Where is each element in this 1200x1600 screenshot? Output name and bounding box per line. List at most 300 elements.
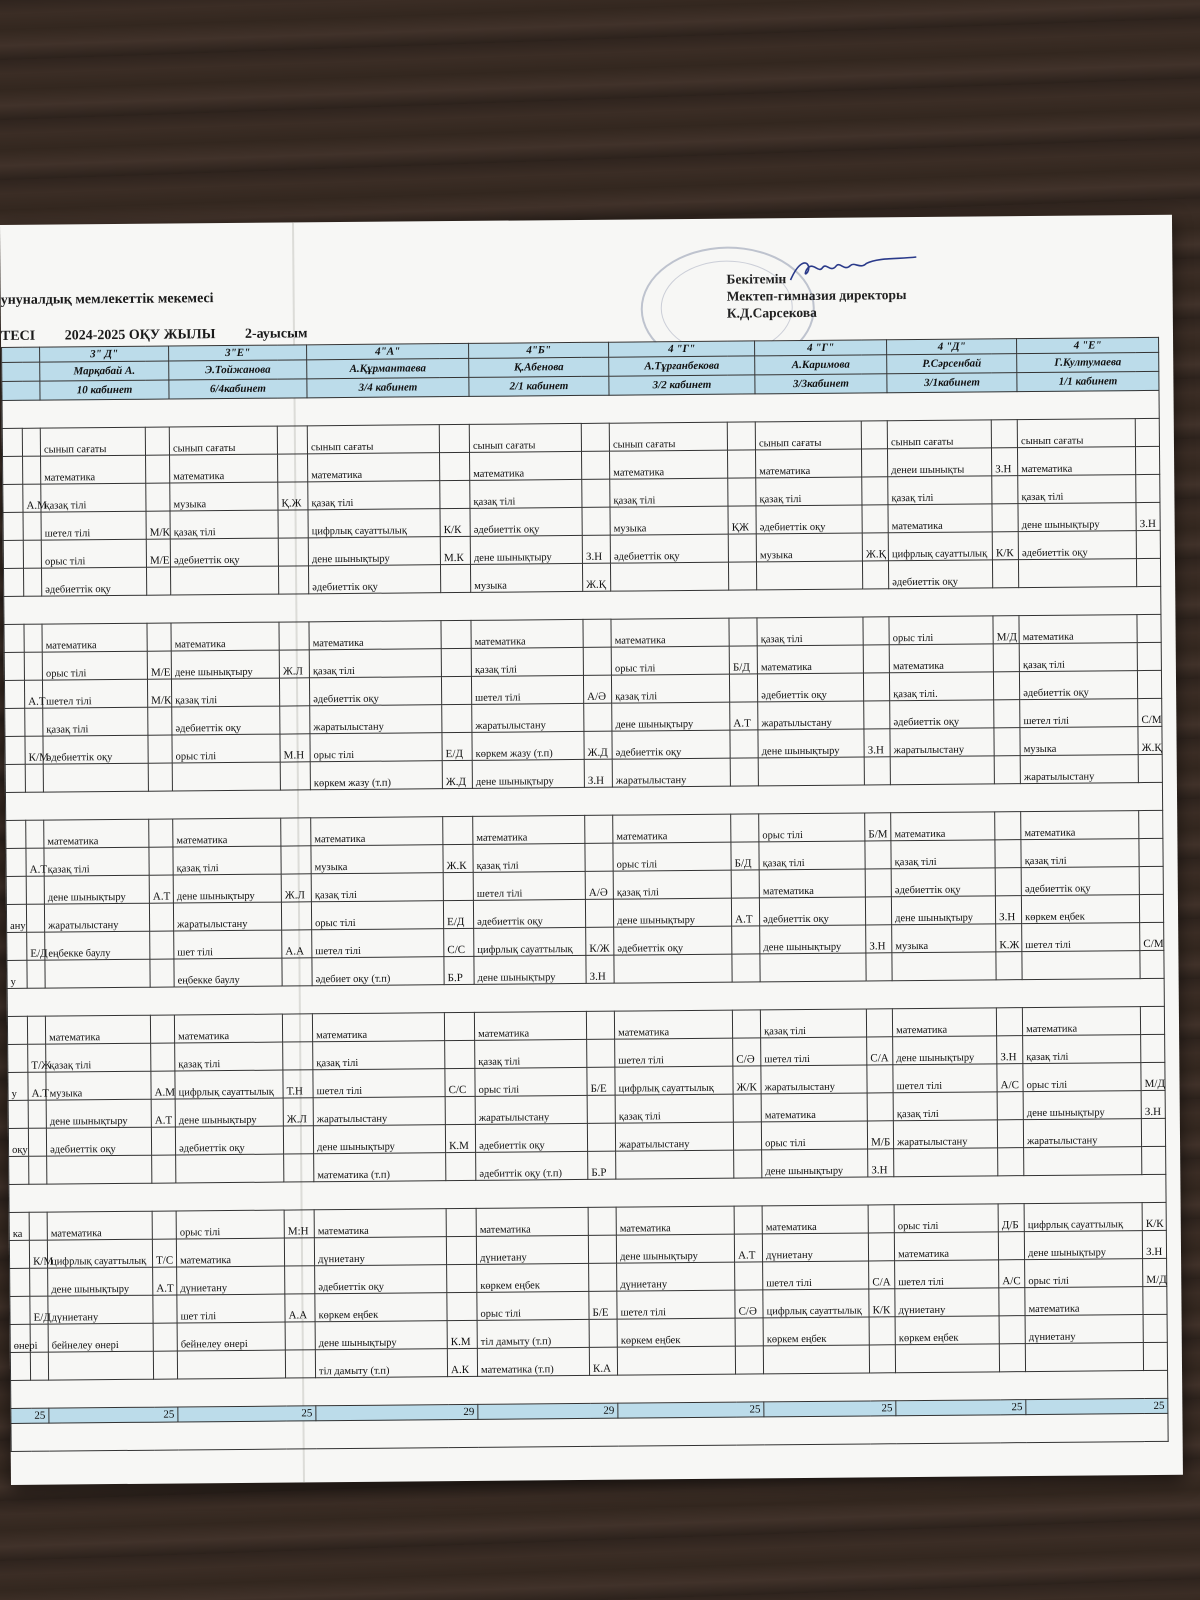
teacher-code: Ж.К: [443, 844, 473, 872]
subject-cell: дүниетану: [1025, 1315, 1143, 1344]
subject-cell: қазақ тілі: [1019, 643, 1137, 672]
teacher-code: [995, 840, 1021, 868]
subject-cell: математика: [311, 817, 443, 846]
shift-label: 2-ауысым: [244, 326, 308, 342]
teacher-code: Ж.Л: [279, 650, 309, 678]
subject-cell: жаратылыстану: [890, 728, 994, 757]
weekly-total: 29: [316, 1404, 478, 1420]
title-fragment: ТЕСІ: [0, 328, 36, 344]
subject-cell: дене шынықтыру: [175, 1098, 283, 1127]
teacher-code: [734, 1206, 762, 1234]
subject-cell: орыс тілі: [42, 651, 147, 680]
subject-cell: бейнелеу өнері: [177, 1322, 285, 1351]
teacher-code: Е/Д: [442, 732, 472, 760]
teacher-code: [996, 1008, 1022, 1036]
teacher-code: [24, 652, 42, 680]
teacher-code: [148, 707, 172, 735]
subject-cell: [890, 756, 994, 785]
teacher-code: [151, 1127, 175, 1155]
teacher-code: [993, 672, 1019, 700]
subject-cell: тіл дамыту (т.п): [477, 1319, 589, 1348]
teacher-code: [23, 540, 41, 568]
subject-cell: шетел тілі: [1022, 923, 1140, 952]
teacher-code: К.А: [589, 1347, 617, 1375]
teacher-code: М/Е: [146, 539, 170, 567]
teacher-code: А.Т: [731, 898, 759, 926]
subject-cell: [48, 1351, 153, 1380]
teacher-code: А.М: [151, 1071, 175, 1099]
teacher-code: Ж.Қ: [1138, 726, 1162, 754]
subject-cell: әдебиеттік оқу: [43, 735, 148, 764]
subject-cell: музыка: [470, 563, 582, 592]
teacher-code: К/К: [869, 1289, 895, 1317]
subject-cell: шетел тілі: [615, 1038, 733, 1067]
teacher-code: [30, 1268, 48, 1296]
teacher-code: А.А: [282, 930, 312, 958]
teacher-code: [996, 952, 1022, 980]
teacher-code: [865, 869, 891, 897]
subject-cell: орыс тілі: [1023, 1063, 1141, 1092]
subject-cell: математика: [610, 450, 728, 479]
subject-cell: әдебиттік оқу (т.п): [476, 1151, 588, 1180]
teacher-code: [145, 427, 169, 455]
subject-cell: [614, 954, 732, 983]
teacher-code: М.К: [440, 536, 470, 564]
teacher-code: [280, 706, 310, 734]
subject-cell: жаратылыстану: [472, 703, 584, 732]
teacher-code: [148, 735, 172, 763]
subject-cell: қазақ тілі: [171, 678, 279, 707]
subject-cell: қазақ тілі: [888, 476, 992, 505]
subject-cell: орыс тілі: [613, 842, 731, 871]
teacher-code: [730, 758, 758, 786]
teacher-code: К/М: [25, 736, 43, 764]
teacher-code: С/С: [445, 1068, 475, 1096]
teacher-code: К/К: [992, 532, 1018, 560]
subject-cell: математика: [309, 621, 441, 650]
teacher-code: [278, 454, 308, 482]
subject-cell: көркем еңбек: [895, 1316, 999, 1345]
teacher-code: [735, 1262, 763, 1290]
subject-cell: әдебиеттік оқу: [759, 897, 865, 926]
class-room: 6/4кабинет: [169, 379, 307, 399]
teacher-code: [866, 953, 892, 981]
teacher-code: А.Т: [149, 875, 173, 903]
class-name: 4"А": [307, 343, 469, 359]
teacher-code: [867, 1093, 893, 1121]
subject-cell: дене шынықтыру: [313, 1125, 445, 1154]
teacher-code: [148, 763, 172, 791]
teacher-code: [282, 958, 312, 986]
teacher-code: [735, 1318, 763, 1346]
subject-cell: қазақ тілі: [760, 1009, 866, 1038]
subject-cell: [1025, 1343, 1143, 1372]
subject-cell: [8, 1100, 28, 1128]
schedule-table: [1, 337, 1169, 1452]
subject-cell: [895, 1344, 999, 1373]
teacher-code: [1139, 866, 1163, 894]
subject-cell: орыс тілі: [311, 901, 443, 930]
teacher-code: [868, 1233, 894, 1261]
subject-cell: математика: [308, 453, 440, 482]
subject-cell: қазақ тілі: [611, 674, 729, 703]
teacher-code: [277, 426, 307, 454]
teacher-code: [447, 1264, 477, 1292]
subject-cell: қазақ тілі: [170, 510, 278, 539]
teacher-code: [150, 959, 174, 987]
subject-cell: математика: [473, 815, 585, 844]
teacher-code: [862, 477, 888, 505]
approval-line-1: Бекітемін: [726, 271, 787, 287]
subject-cell: математика: [757, 645, 863, 674]
subject-cell: дене шынықтыру: [613, 898, 731, 927]
subject-cell: математика: [45, 1015, 150, 1044]
subject-cell: көркем еңбек: [1021, 895, 1139, 924]
teacher-code: [1139, 810, 1163, 838]
class-teacher: Қ.Абенова: [469, 357, 609, 377]
teacher-code: [994, 756, 1020, 784]
teacher-code: [285, 1322, 315, 1350]
class-teacher: Р.Сәрсенбай: [887, 354, 1017, 374]
teacher-code: З.Н: [586, 955, 614, 983]
subject-cell: әдебиеттік оқу: [610, 534, 728, 563]
subject-cell: қазақ тілі: [313, 1041, 445, 1070]
subject-cell: шет тілі: [177, 1294, 285, 1323]
subject-cell: шетел тілі: [313, 1069, 445, 1098]
subject-cell: математика: [1025, 1287, 1143, 1316]
teacher-code: А.Т: [151, 1099, 175, 1127]
teacher-code: [729, 618, 757, 646]
class-teacher: Марқабай А.: [40, 361, 169, 381]
subject-cell: қазақ тілі: [610, 478, 728, 507]
teacher-code: [152, 1211, 176, 1239]
teacher-code: [440, 480, 470, 508]
teacher-code: [585, 843, 613, 871]
subject-cell: сынып сағаты: [1017, 419, 1135, 448]
teacher-code: А/С: [997, 1064, 1023, 1092]
subject-cell: [4, 680, 24, 708]
teacher-code: А.Т: [28, 1072, 46, 1100]
subject-cell: дене шынықтыру: [612, 702, 730, 731]
teacher-code: [733, 1122, 761, 1150]
subject-cell: әдебиеттік оқу: [889, 560, 993, 589]
teacher-code: [29, 1212, 47, 1240]
subject-cell: цифрлық сауаттылық: [308, 509, 440, 538]
teacher-code: А.К: [447, 1348, 477, 1376]
teacher-code: [150, 1015, 174, 1043]
teacher-code: [731, 870, 759, 898]
subject-cell: қазақ тілі: [891, 840, 995, 869]
subject-cell: дүниетану: [895, 1288, 999, 1317]
teacher-code: [278, 510, 308, 538]
teacher-code: М.Н: [280, 734, 310, 762]
teacher-code: [26, 904, 44, 932]
subject-cell: дүниетану: [177, 1266, 285, 1295]
academic-year: 2024-2025 ОҚУ ЖЫЛЫ: [64, 327, 216, 344]
subject-cell: [763, 1345, 869, 1374]
subject-cell: шетел тілі: [617, 1290, 735, 1319]
teacher-code: [729, 674, 757, 702]
subject-cell: дене шынықтыру: [762, 1149, 868, 1178]
teacher-code: Б/Д: [729, 646, 757, 674]
subject-cell: математика: [762, 1205, 868, 1234]
subject-cell: [5, 736, 25, 764]
teacher-code: [586, 1011, 614, 1039]
subject-cell: жаратылыстану: [758, 701, 864, 730]
subject-cell: жаратылыстану: [475, 1095, 587, 1124]
teacher-code: [1137, 642, 1161, 670]
teacher-code: Е/Д: [443, 900, 473, 928]
teacher-code: Б/Е: [589, 1291, 617, 1319]
teacher-code: З.Н: [997, 1036, 1023, 1064]
subject-cell: [6, 848, 26, 876]
subject-cell: [10, 1268, 30, 1296]
subject-cell: әдебиеттік оқу: [1018, 531, 1136, 560]
subject-cell: математика: [174, 1014, 282, 1043]
subject-cell: қазақ тілі: [475, 1039, 587, 1068]
teacher-code: Ж.Д: [584, 731, 612, 759]
teacher-code: [994, 728, 1020, 756]
subject-cell: математика: [171, 622, 279, 651]
approval-line-2: Мектеп-гимназия директоры: [726, 287, 907, 304]
subject-cell: әдебиеттік оқу: [475, 1123, 587, 1152]
subject-cell: еңбекке баулу: [45, 931, 150, 960]
subject-cell: [757, 561, 863, 590]
teacher-code: [149, 903, 173, 931]
subject-cell: [45, 959, 150, 988]
subject-cell: музыка: [46, 1071, 151, 1100]
subject-cell: [892, 952, 996, 981]
class-room: 3/1кабинет: [887, 373, 1017, 393]
subject-cell: жаратылыстану: [615, 1122, 733, 1151]
class-room: 1/1 кабинет: [1017, 371, 1159, 391]
subject-cell: музыка: [170, 482, 278, 511]
schedule-sheet: [0, 215, 1183, 1485]
teacher-code: [146, 483, 170, 511]
subject-cell: дүниетану: [617, 1262, 735, 1291]
teacher-code: [1138, 754, 1162, 782]
subject-cell: [177, 1350, 285, 1379]
teacher-code: К/К: [440, 508, 470, 536]
subject-cell: денеи шынықты: [888, 448, 992, 477]
subject-cell: [617, 1346, 735, 1375]
teacher-code: [999, 1316, 1025, 1344]
subject-cell: жаратылыстану: [1023, 1119, 1141, 1148]
teacher-code: Т/Ж: [28, 1044, 46, 1072]
subject-cell: математика: [1022, 1007, 1140, 1036]
teacher-code: [998, 1148, 1024, 1176]
class-name: 4 "Г": [609, 341, 755, 357]
teacher-code: [284, 1154, 314, 1182]
subject-cell: математика: [1018, 447, 1136, 476]
teacher-code: А/Ә: [583, 675, 611, 703]
subject-cell: музыка: [892, 924, 996, 953]
subject-cell: көркем еңбек: [617, 1318, 735, 1347]
teacher-code: [279, 678, 309, 706]
subject-cell: әдебиеттік оқу: [175, 1126, 283, 1155]
teacher-code: [447, 1292, 477, 1320]
teacher-code: З.Н: [992, 448, 1018, 476]
subject-cell: жаратылыстану: [612, 758, 730, 787]
teacher-code: [1136, 474, 1160, 502]
subject-cell: орыс тілі: [310, 733, 442, 762]
weekly-total: 25: [618, 1402, 764, 1418]
teacher-code: [582, 451, 610, 479]
teacher-code: [443, 816, 473, 844]
subject-cell: сынып сағаты: [755, 421, 861, 450]
teacher-code: [863, 617, 889, 645]
teacher-code: З.Н: [995, 896, 1021, 924]
subject-cell: орыс тілі: [41, 539, 146, 568]
subject-cell: математика: [170, 454, 278, 483]
subject-cell: қазақ тілі: [1018, 475, 1136, 504]
class-room: [2, 381, 40, 400]
class-teacher: [2, 362, 40, 381]
teacher-code: [582, 507, 610, 535]
teacher-code: Т.Н: [283, 1070, 313, 1098]
subject-cell: [1019, 559, 1137, 588]
class-name: 4 "Д": [887, 339, 1017, 355]
teacher-code: [995, 812, 1021, 840]
class-room: 2/1 кабинет: [469, 376, 609, 396]
subject-cell: қазақ тілі: [43, 707, 148, 736]
class-teacher: Г.Култумаева: [1017, 352, 1159, 372]
subject-cell: қазақ тілі: [470, 479, 582, 508]
subject-cell: дене шынықтыру: [48, 1267, 153, 1296]
teacher-code: [991, 420, 1017, 448]
subject-cell: [6, 876, 26, 904]
subject-cell: дене шынықтыру: [760, 925, 866, 954]
subject-cell: музыка: [756, 533, 862, 562]
subject-cell: [171, 566, 279, 595]
schedule-title-line: [1, 326, 334, 345]
subject-cell: қазақ тілі: [757, 617, 863, 646]
teacher-code: А.Т: [26, 848, 44, 876]
teacher-code: [868, 1205, 894, 1233]
teacher-code: [283, 1042, 313, 1070]
subject-cell: математика: [888, 504, 992, 533]
teacher-code: [278, 538, 308, 566]
subject-cell: математика: [613, 814, 731, 843]
subject-cell: орыс тілі: [172, 734, 280, 763]
subject-cell: математика: [1021, 811, 1139, 840]
subject-cell: [176, 1154, 284, 1183]
subject-cell: әдебиеттік оқу: [309, 677, 441, 706]
teacher-code: [735, 1346, 763, 1374]
subject-cell: [5, 764, 25, 792]
subject-cell: әдебиеттік оқу: [1020, 671, 1138, 700]
teacher-code: [587, 1095, 615, 1123]
teacher-code: [146, 567, 170, 595]
teacher-code: [441, 648, 471, 676]
teacher-code: [588, 1235, 616, 1263]
teacher-code: [446, 1208, 476, 1236]
subject-cell: дене шынықтыру: [173, 874, 281, 903]
teacher-code: А/С: [999, 1260, 1025, 1288]
subject-cell: әдебиеттік оқу: [309, 565, 441, 594]
teacher-code: [584, 703, 612, 731]
teacher-code: [1143, 1286, 1167, 1314]
teacher-code: А.Т: [734, 1234, 762, 1262]
teacher-code: [151, 1043, 175, 1071]
teacher-code: [24, 624, 42, 652]
subject-cell: жаратылыстану: [761, 1065, 867, 1094]
weekly-total: 29: [478, 1403, 618, 1419]
teacher-code: [999, 1288, 1025, 1316]
subject-cell: дүниетану: [314, 1237, 446, 1266]
subject-cell: әдебиеттік оқу: [612, 730, 730, 759]
class-name: [2, 347, 40, 362]
subject-cell: қазақ тілі: [613, 870, 731, 899]
subject-cell: дене шынықтыру: [472, 759, 584, 788]
subject-cell: орыс тілі: [889, 616, 993, 645]
teacher-code: [728, 450, 756, 478]
subject-cell: математика: [756, 449, 862, 478]
organization-line: унуналдық мемлекеттік мекемесі: [0, 291, 214, 308]
subject-cell: орыс тілі: [894, 1204, 998, 1233]
teacher-code: [26, 820, 44, 848]
teacher-code: [731, 814, 759, 842]
teacher-code: К/М: [29, 1240, 47, 1268]
subject-cell: дене шынықтыру: [893, 1036, 997, 1065]
subject-cell: көркем еңбек: [763, 1317, 869, 1346]
teacher-code: Б.Р: [444, 956, 474, 984]
subject-cell: дене шынықтыру: [315, 1321, 447, 1350]
subject-cell: у: [8, 1072, 28, 1100]
teacher-code: [23, 456, 41, 484]
teacher-code: З.Н: [864, 729, 890, 757]
subject-cell: көркем еңбек: [477, 1263, 589, 1292]
subject-cell: орыс тілі: [611, 646, 729, 675]
teacher-code: [728, 534, 756, 562]
teacher-code: [1142, 1146, 1166, 1174]
teacher-code: [998, 1232, 1024, 1260]
teacher-code: [997, 1120, 1023, 1148]
teacher-code: Е/Д: [27, 932, 45, 960]
teacher-code: [732, 1010, 760, 1038]
teacher-code: [588, 1207, 616, 1235]
teacher-code: [863, 673, 889, 701]
subject-cell: музыка: [311, 845, 443, 874]
teacher-code: [27, 960, 45, 988]
subject-cell: әдебиеттік оқу: [172, 706, 280, 735]
class-name: 4"Б": [469, 342, 609, 358]
subject-cell: [7, 932, 27, 960]
teacher-code: [444, 1012, 474, 1040]
subject-cell: [894, 1148, 998, 1177]
teacher-code: [993, 644, 1019, 672]
subject-cell: цифрлық сауаттылық: [1024, 1203, 1142, 1232]
teacher-code: [589, 1319, 617, 1347]
teacher-code: [869, 1345, 895, 1373]
teacher-code: [23, 568, 41, 596]
teacher-code: [862, 449, 888, 477]
teacher-code: Б/М: [865, 813, 891, 841]
teacher-code: [733, 1094, 761, 1122]
approval-line-3: К.Д.Сарсекова: [726, 304, 817, 321]
subject-cell: әдебиеттік оқу: [315, 1265, 447, 1294]
subject-cell: көркем жазу (т.п): [310, 761, 442, 790]
teacher-code: [441, 620, 471, 648]
teacher-code: [1137, 614, 1161, 642]
subject-cell: [8, 1044, 28, 1072]
subject-cell: [2, 428, 22, 456]
subject-cell: қазақ тілі: [173, 846, 281, 875]
subject-cell: математика: [41, 455, 146, 484]
teacher-code: [993, 560, 1019, 588]
teacher-code: С/С: [444, 928, 474, 956]
teacher-code: [152, 1155, 176, 1183]
